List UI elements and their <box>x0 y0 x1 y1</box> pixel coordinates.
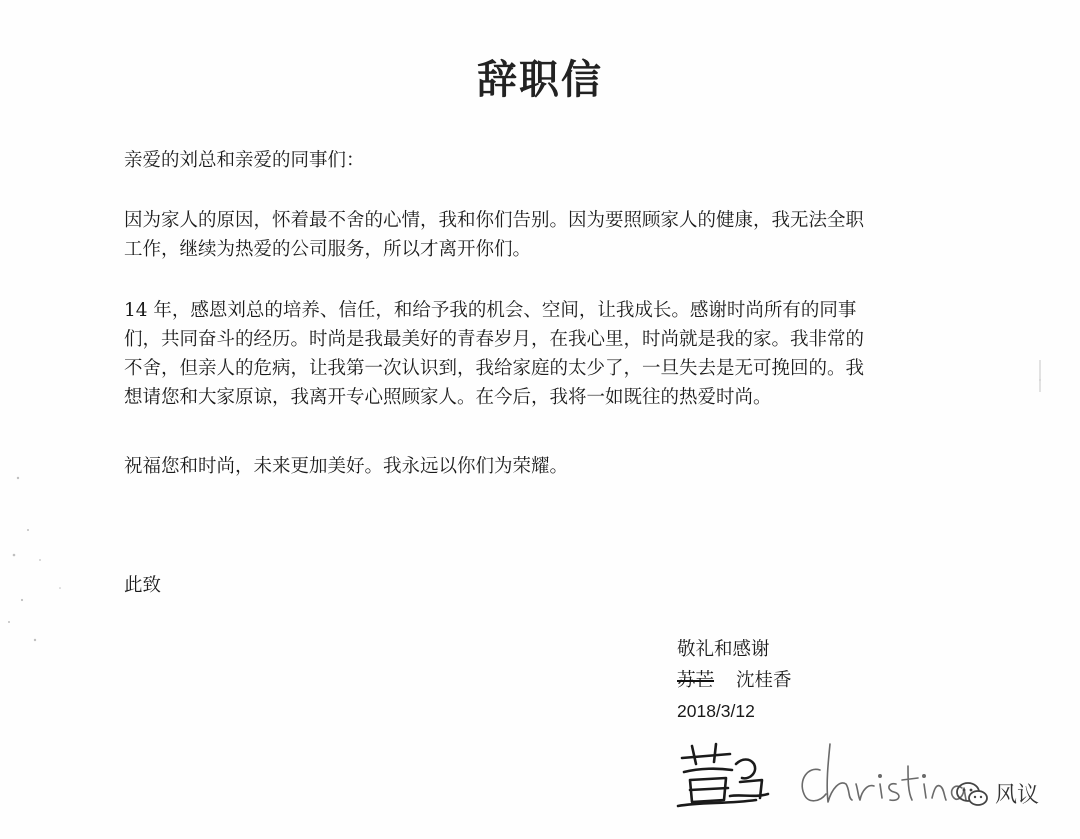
letter-title: 辞职信 <box>477 57 603 103</box>
paragraph-2-line: 想请您和大家原谅，我离开专心照顾家人。在今后，我将一如既往的热爱时尚。 <box>124 387 772 408</box>
paragraph-1-line: 因为家人的原因，怀着最不舍的心情，我和你们告别。因为要照顾家人的健康，我无法全职 <box>124 210 865 231</box>
paragraph-3: 祝福您和时尚，未来更加美好。我永远以你们为荣耀。 <box>124 456 569 477</box>
paragraph-2-line: 们，共同奋斗的经历。时尚是我最美好的青春岁月，在我心里，时尚就是我的家。我非常的 <box>124 329 865 350</box>
paragraph-2-line: 不舍，但亲人的危病，让我第一次认识到，我给家庭的太少了，一旦失去是无可挽回的。我 <box>124 358 865 379</box>
watermark <box>955 778 1039 809</box>
closing: 此致 <box>124 575 162 596</box>
signer-names <box>677 667 792 695</box>
salutation: 亲爱的刘总和亲爱的同事们： <box>124 150 365 171</box>
letter-date: 2018/3/12 <box>677 701 755 721</box>
watermark-label: 风议 <box>995 783 1040 808</box>
handwritten-signature <box>670 728 970 828</box>
paragraph-2 <box>124 296 954 412</box>
paragraph-1-line: 工作，继续为热爱的公司服务，所以才离开你们。 <box>124 239 532 260</box>
regards-line: 敬礼和感谢 <box>677 639 770 660</box>
paragraph-2-line: 14 年，感恩刘总的培养、信任，和给予我的机会、空间，让我成长。感谢时尚所有的同事 <box>124 300 857 321</box>
wechat-icon <box>955 780 989 808</box>
paragraph-1 <box>124 206 954 264</box>
struck-name: 苏芒 <box>677 670 715 691</box>
signer-name: 沈桂香 <box>736 670 792 691</box>
